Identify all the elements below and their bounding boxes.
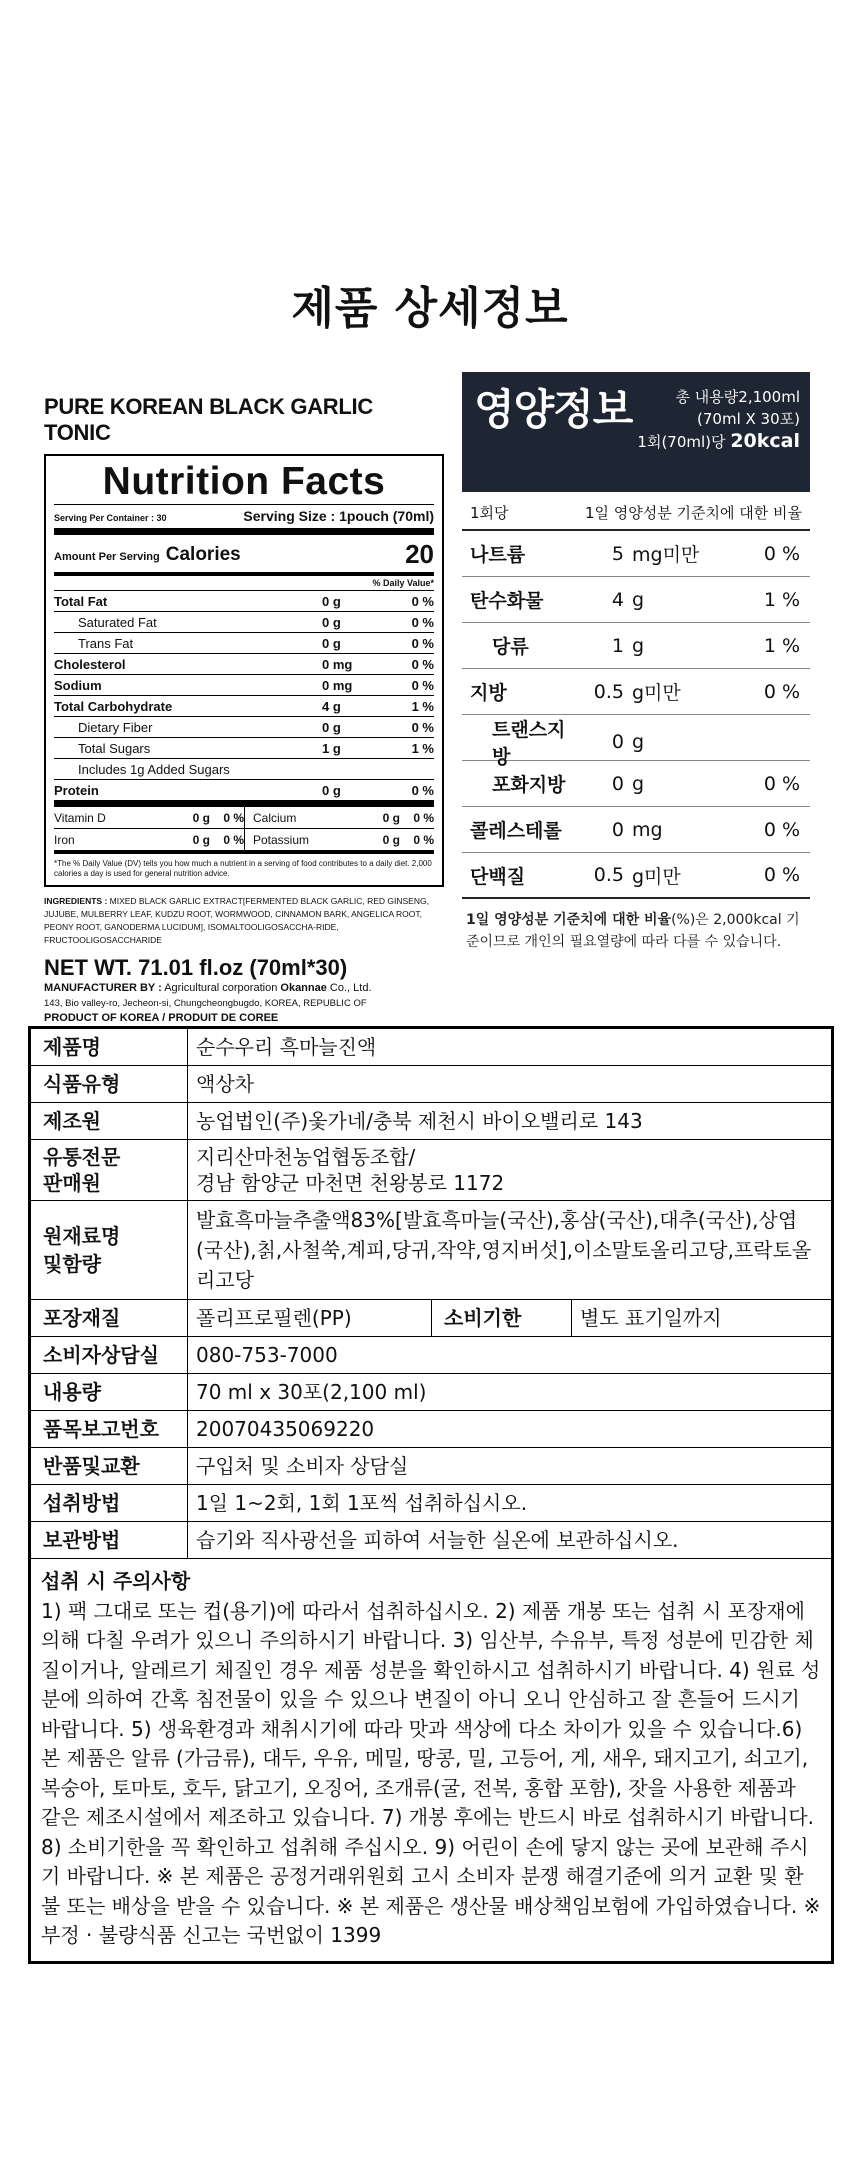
korean-nutrient-value: 0 — [611, 818, 624, 841]
vitamin-dv: 0 % — [413, 810, 434, 825]
korean-nutrient-name: 트랜스지방 — [492, 719, 566, 768]
nutrient-name: Includes 1g Added Sugars — [78, 761, 230, 777]
nutrient-name: Sodium — [54, 677, 102, 693]
row-label: 소비기한 — [432, 1300, 572, 1337]
korean-nutrient-row — [462, 853, 810, 899]
calories-row — [54, 535, 434, 576]
nutrient-dv: 0 % — [411, 782, 434, 798]
row-value: 20070435069220 — [188, 1411, 833, 1448]
nutrient-name: Total Sugars — [78, 740, 151, 756]
table-row — [30, 1103, 833, 1140]
korean-nutrition-title: 영양정보 — [474, 385, 633, 434]
vitamin-name: Potassium — [253, 832, 310, 847]
brand-title: PURE KOREAN BLACK GARLIC TONIC — [44, 394, 373, 445]
table-row — [30, 1300, 833, 1337]
nutrient-value: 0 mg — [322, 677, 353, 693]
row-value: 습기와 직사광선을 피하여 서늘한 실온에 보관하십시오. — [188, 1522, 833, 1559]
nutrient-row — [54, 696, 434, 717]
vitamin-value: 0 g — [192, 810, 210, 825]
table-row — [30, 1374, 833, 1411]
row-label: 반품및교환 — [30, 1448, 188, 1485]
vitamin-value: 0 g — [382, 810, 400, 825]
nutrient-name: Trans Fat — [78, 635, 134, 651]
korean-nutrient-row — [462, 669, 810, 715]
row-label — [30, 1201, 188, 1300]
korean-nutrient-value: 1 — [611, 634, 624, 657]
nutrient-name: Dietary Fiber — [78, 719, 153, 735]
nutrient-dv: 0 % — [411, 635, 434, 651]
nutrient-value: 4 g — [322, 698, 341, 714]
table-row — [30, 1028, 833, 1066]
vitamin-value: 0 g — [192, 832, 210, 847]
korean-nutrient-unit: g — [632, 731, 645, 753]
nutrient-dv: 0 % — [411, 719, 434, 735]
nutrient-name: Cholesterol — [54, 656, 126, 672]
korean-nutrient-value: 0 — [611, 731, 624, 753]
nutrient-name: Saturated Fat — [78, 614, 157, 630]
note-bold: 1일 영양성분 기준치에 대한 비율 — [466, 912, 672, 928]
per-serving-kcal — [637, 430, 800, 453]
row-label: 식품유형 — [30, 1066, 188, 1103]
nutrient-value: 0 g — [322, 635, 341, 651]
page-title: 제품 상세정보 — [291, 283, 569, 334]
row-label — [30, 1140, 188, 1201]
ingredients-label: INGREDIENTS : — [44, 896, 108, 906]
manufacturer-text: Agricultural corporation — [164, 982, 278, 994]
nutrient-value: 0 g — [322, 782, 341, 798]
row-value — [188, 1140, 833, 1201]
table-row — [30, 1411, 833, 1448]
korean-nutrient-name: 탄수화물 — [470, 590, 544, 612]
note-rest: (%)은 2,000kcal 기준이므로 개인의 필요열량에 따라 다를 수 있습니다. — [466, 912, 800, 950]
korean-nutrient-value: 0.5 — [593, 680, 624, 703]
nutrient-name: Total Fat — [54, 593, 108, 609]
row-label: 소비자상담실 — [30, 1337, 188, 1374]
total-volume: 총 내용량2,100ml — [675, 388, 800, 406]
col-serving: 1회당 — [470, 504, 509, 522]
nutrient-row — [54, 759, 434, 780]
korean-nutrient-unit: g미만 — [632, 865, 681, 888]
table-row — [30, 1337, 833, 1374]
nutrient-row — [54, 633, 434, 654]
row-label-line: 판매원 — [43, 1171, 101, 1195]
row-value: 발효흑마늘추출액83%[발효흑마늘(국산),홍삼(국산),대추(국산),상엽(국산),칡,사철쑥,계피,당귀,작약,영지버섯],이소말토올리고당,프락토올리고당 — [188, 1201, 833, 1300]
korean-nutrient-dv: 1 % — [763, 634, 800, 657]
nutrient-name: Protein — [54, 782, 99, 798]
row-value-line: 지리산마천농업협동조합/ — [196, 1145, 416, 1169]
nutrient-row — [54, 717, 434, 738]
row-label: 섭취방법 — [30, 1485, 188, 1522]
daily-value-footnote: *The % Daily Value (DV) tells you how much a nutrient in a serving of food contributes to a daily diet. 2,000 calories a day is used for general nutrition advice. — [54, 859, 432, 878]
korean-nutrient-value: 4 — [611, 588, 624, 611]
vitamin-dv: 0 % — [413, 832, 434, 847]
table-row — [30, 1201, 833, 1300]
row-value: 액상차 — [188, 1066, 833, 1103]
nutrient-row — [54, 654, 434, 675]
korean-nutrient-unit: g — [632, 772, 645, 795]
korean-nutrient-value: 0.5 — [593, 864, 624, 886]
amount-per-serving: Amount Per Serving — [54, 550, 160, 563]
nutrient-dv: 1 % — [411, 698, 434, 714]
row-value-line: 경남 함양군 마천면 천왕봉로 1172 — [196, 1171, 505, 1195]
per-serving: 1회(70ml)당 — [637, 433, 726, 451]
pack-count: (70ml X 30포) — [697, 410, 800, 428]
vitamin-minerals — [54, 829, 434, 854]
korean-nutrient-unit: g — [632, 588, 645, 611]
korean-nutrient-row — [462, 807, 810, 853]
servings-per-container: Serving Per Container : 30 — [54, 513, 167, 523]
korean-nutrient-dv: 0 % — [763, 772, 800, 795]
row-label: 품목보고번호 — [30, 1411, 188, 1448]
manufacturer-label: MANUFACTURER BY : — [44, 982, 162, 994]
table-row — [30, 1522, 833, 1559]
vitamin-dv: 0 % — [223, 832, 244, 847]
row-value: 별도 표기일까지 — [572, 1300, 833, 1337]
nutrient-dv: 1 % — [411, 740, 434, 756]
korean-nutrient-name: 당류 — [492, 636, 529, 658]
row-label-line: 원재료명 — [43, 1224, 121, 1248]
row-label: 제품명 — [30, 1028, 188, 1066]
korean-nutrient-row — [462, 623, 810, 669]
caution-text: 1) 팩 그대로 또는 컵(용기)에 따라서 섭취하십시오. 2) 제품 개봉 또는 섭취 시 포장재에 의해 다칠 우려가 있으니 주의하시기 바랍니다. 3) 임산부, 수유부, 특정 성분에 민감한 체질이거나, 알레르기 체질인 경우 제품 성분을 확인하시고 섭취하시기 바랍니다. 4) 원료 성분에 의하여 간혹 침전물이 있을 수 있으나 변질이 아니 오니 안심하고 잘 흔들어 드시기 바랍니다. 5) 생육환경과 채취시기에 따라 맛과 색상에 다소 차이가 있을 수 있습니다.6) 본 제품은 알류 (가금류), 대두, 우유, 메밀, 땅콩, 밀, 고등어, 게, 새우, 돼지고기, 쇠고기, 복숭아, 토마토, 호두, 닭고기, 오징어, 조개류(굴, 전복, 홍합 포함), 잣을 사용한 제품과 같은 제조시설에서 제조하고 있습니다. 7) 개봉 후에는 반드시 바로 섭취하시기 바랍니다. 8) 소비기한을 꼭 확인하고 섭취해 주십시오. 9) 어린이 손에 닿지 않는 곳에 보관해 주시기 바랍니다. ※ 본 제품은 공정거래위원회 고시 소비자 분쟁 해결기준에 의거 교환 및 환불 또는 배상을 받을 수 있습니다. ※ 본 제품은 생산물 배상책임보험에 가입하였습니다. ※ 부정 · 불량식품 신고는 국번없이 1399 — [41, 1598, 821, 1947]
korean-nutrient-dv: 1 % — [763, 588, 800, 611]
table-row — [30, 1448, 833, 1485]
manufacturer-name: Okannae — [280, 982, 327, 994]
serving-size: Serving Size : 1pouch (70ml) — [243, 508, 434, 524]
korean-nutrient-dv: 0 % — [763, 680, 800, 703]
korean-nutrient-value: 5 — [611, 542, 624, 565]
korean-nutrient-name: 포화지방 — [492, 774, 566, 796]
nutrient-row — [54, 591, 434, 612]
vitamin-value: 0 g — [382, 832, 400, 847]
vitamin-name: Calcium — [253, 810, 297, 825]
nutrient-value: 1 g — [322, 740, 341, 756]
daily-value-header: % Daily Value* — [54, 576, 434, 591]
nutrition-facts-box — [44, 454, 444, 887]
row-label-line: 유통전문 — [43, 1145, 121, 1169]
nutrient-dv: 0 % — [411, 677, 434, 693]
korean-nutrient-row — [462, 577, 810, 623]
serving-info — [54, 505, 434, 535]
ingredients — [44, 895, 444, 947]
korean-nutrient-name: 나트륨 — [470, 544, 526, 566]
vitamin-row — [244, 807, 434, 828]
kcal-value: 20kcal — [730, 430, 800, 452]
korean-nutrient-unit: mg미만 — [632, 544, 700, 566]
manufacturer-address: 143, Bio valley-ro, Jecheon-si, Chungcheongbugdo, KOREA, REPUBLIC OF — [44, 998, 367, 1009]
manufacturer-suffix: Co., Ltd. — [329, 982, 372, 994]
korean-nutrient-unit: g — [632, 634, 645, 657]
net-weight: NET WT. 71.01 fl.oz (70ml*30) — [44, 955, 348, 980]
table-row — [30, 1559, 833, 1963]
row-value: 폴리프로필렌(PP) — [188, 1300, 432, 1337]
vitamin-name: Vitamin D — [54, 810, 106, 825]
nutrient-value: 0 mg — [322, 656, 353, 672]
manufacturer — [44, 981, 444, 996]
vitamin-row — [54, 807, 244, 828]
row-value: 순수우리 흑마늘진액 — [188, 1028, 833, 1066]
table-row — [30, 1140, 833, 1201]
row-label: 제조원 — [30, 1103, 188, 1140]
nutrient-row — [54, 738, 434, 759]
korean-nutrition-note — [462, 899, 810, 953]
row-value: 70 ml x 30포(2,100 ml) — [188, 1374, 833, 1411]
product-info-table — [28, 1026, 834, 1964]
korean-nutrient-unit: mg — [632, 818, 663, 841]
nutrient-row — [54, 612, 434, 633]
vitamin-dv: 0 % — [223, 810, 244, 825]
caution-title: 섭취 시 주의사항 — [41, 1569, 191, 1593]
nutrition-facts-panel — [44, 394, 444, 1026]
korean-nutrition-panel — [462, 372, 810, 953]
row-label: 포장재질 — [30, 1300, 188, 1337]
korean-nutrient-dv: 0 % — [763, 864, 800, 886]
row-value: 구입처 및 소비자 상담실 — [188, 1448, 833, 1485]
nutrient-dv: 0 % — [411, 656, 434, 672]
nutrient-rows — [54, 591, 434, 807]
nutrition-facts-title: Nutrition Facts — [54, 460, 434, 505]
korean-nutrient-row — [462, 715, 810, 768]
korean-nutrient-dv: 0 % — [763, 542, 800, 565]
ingredients-text: MIXED BLACK GARLIC EXTRACT[FERMENTED BLACK GARLIC, RED GINSENG, JUJUBE, MULBERRY LEAF, KUDZU ROOT, WORMWOOD, CINNAMON BARK, ANGELICA ROOT, PEONY ROOT, GANODERMA LUCIDUM], ISOMALTOOLIGOSACCHA-RIDE, FRUCTOOLIGOSACCHARIDE — [44, 896, 429, 945]
korean-nutrition-columns — [462, 492, 810, 531]
vitamin-row — [54, 829, 244, 850]
korean-nutrient-unit: g미만 — [632, 682, 681, 704]
table-row — [30, 1485, 833, 1522]
nutrient-dv: 0 % — [411, 593, 434, 609]
col-dv: 1일 영양성분 기준치에 대한 비율 — [585, 504, 802, 522]
caution-cell — [30, 1559, 833, 1963]
nutrient-value: 0 g — [322, 614, 341, 630]
nutrient-row — [54, 675, 434, 696]
korean-nutrient-rows — [462, 531, 810, 899]
row-label-line: 및함량 — [43, 1252, 101, 1276]
korean-nutrition-summary — [637, 386, 800, 453]
nutrient-dv: 0 % — [411, 614, 434, 630]
calories-value: 20 — [405, 539, 434, 569]
product-of: PRODUCT OF KOREA / PRODUIT DE COREE — [44, 1012, 279, 1024]
nutrient-value: 0 g — [322, 719, 341, 735]
vitamin-row — [244, 829, 434, 850]
vitamin-name: Iron — [54, 832, 75, 847]
korean-nutrient-name: 단백질 — [470, 865, 526, 888]
korean-nutrient-name: 지방 — [470, 682, 507, 704]
row-value: 080-753-7000 — [188, 1337, 833, 1374]
row-value: 1일 1~2회, 1회 1포씩 섭취하십시오. — [188, 1485, 833, 1522]
vitamin-minerals — [54, 807, 434, 829]
row-label: 보관방법 — [30, 1522, 188, 1559]
row-label: 내용량 — [30, 1374, 188, 1411]
nutrient-value: 0 g — [322, 593, 341, 609]
korean-nutrient-row — [462, 531, 810, 577]
korean-nutrient-name: 콜레스테롤 — [470, 820, 562, 842]
nutrient-name: Total Carbohydrate — [54, 698, 173, 714]
calories-label: Calories — [165, 543, 241, 565]
korean-nutrient-dv: 0 % — [763, 818, 800, 841]
korean-nutrient-value: 0 — [611, 772, 624, 795]
korean-nutrition-header — [462, 372, 810, 492]
table-row — [30, 1066, 833, 1103]
nutrient-row — [54, 780, 434, 807]
row-value: 농업법인(주)옻가네/충북 제천시 바이오밸리로 143 — [188, 1103, 833, 1140]
